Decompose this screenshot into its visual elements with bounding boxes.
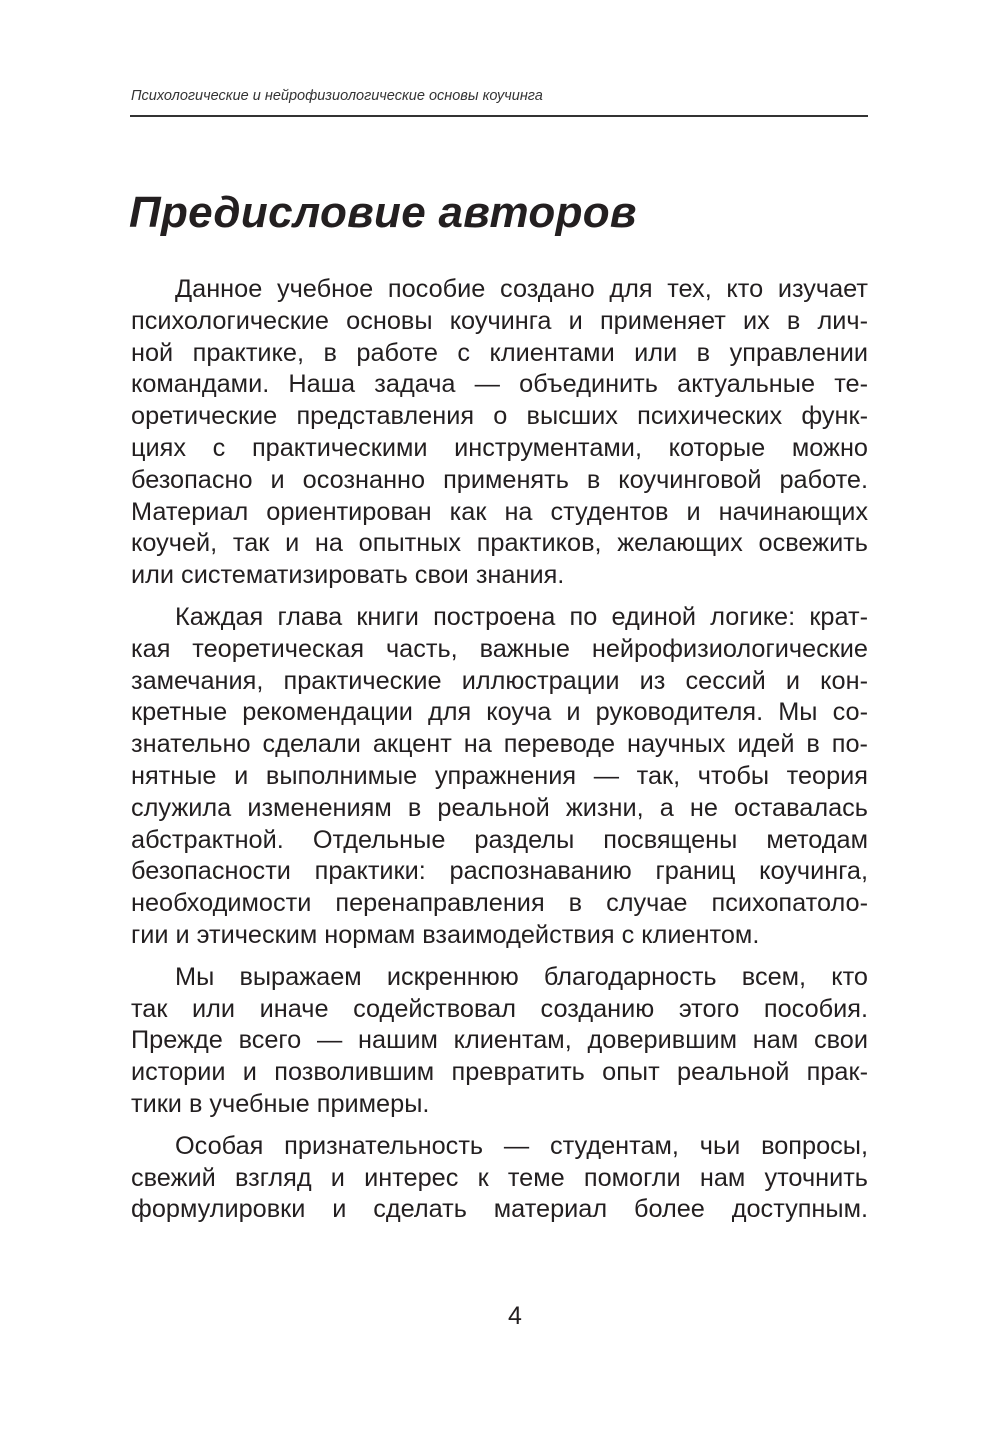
running-head: Психологические и нейрофизиологические основы коучинга (131, 88, 543, 104)
text-line: ной практике, в работе с клиентами или в управлении (131, 338, 868, 367)
text-line: Прежде всего — нашим клиентам, доверившим нам свои (131, 1026, 868, 1055)
paragraph (131, 274, 868, 592)
text-line: абстрактной. Отдельные разделы посвящены методам (131, 825, 868, 854)
text-line: необходимости перенаправления в случае психопатоло- (131, 889, 868, 918)
text-line: Каждая глава книги построена по единой логике: крат- (175, 602, 868, 631)
text-line: оретические представления о высших психических функ- (131, 402, 868, 431)
paragraph (131, 962, 868, 1121)
text-line: безопасно и осознанно применять в коучинговой работе. (131, 465, 868, 494)
text-line: кретные рекомендации для коуча и руководителя. Мы со- (131, 698, 868, 727)
text-line: Данное учебное пособие создано для тех, кто изучает (175, 275, 868, 303)
text-line: циях с практическими инструментами, которые можно (131, 433, 868, 462)
header-rule (130, 115, 868, 117)
text-line: формулировки и сделать материал более доступным. (131, 1195, 868, 1224)
paragraph (131, 602, 868, 952)
text-line: истории и позволившим превратить опыт реальной прак- (131, 1058, 868, 1087)
text-line: Материал ориентирован как на студентов и начинающих (131, 497, 868, 526)
text-line: гии и этическим нормам взаимодействия с клиентом. (131, 920, 760, 949)
text-line: безопасности практики: распознаванию границ коучинга, (131, 857, 868, 886)
text-line: командами. Наша задача — объединить актуальные те- (131, 370, 868, 399)
paragraph (131, 1131, 868, 1226)
text-line: Мы выражаем искреннюю благодарность всем, кто (175, 962, 868, 991)
text-line: тики в учебные примеры. (131, 1089, 430, 1118)
page-title: Предисловие авторов (129, 188, 637, 237)
text-line: психологические основы коучинга и применяет их в лич- (131, 306, 868, 335)
text-line: знательно сделали акцент на переводе научных идей в по- (131, 730, 868, 759)
page-number: 4 (508, 1302, 522, 1330)
body-text (131, 274, 868, 1236)
text-line: так или иначе содействовал созданию этого пособия. (131, 994, 868, 1023)
text-line: или систематизировать свои знания. (131, 561, 565, 590)
text-line: Особая признательность — студентам, чьи вопросы, (175, 1131, 868, 1160)
text-line: коучей, так и на опытных практиков, желающих освежить (131, 529, 868, 558)
text-line: нятные и выполнимые упражнения — так, чтобы теория (131, 761, 868, 790)
text-line: кая теоретическая часть, важные нейрофизиологические (131, 634, 868, 663)
text-line: служила изменениям в реальной жизни, а не оставалась (131, 793, 868, 822)
text-line: замечания, практические иллюстрации из сессий и кон- (131, 666, 868, 695)
text-line: свежий взгляд и интерес к теме помогли нам уточнить (131, 1163, 868, 1192)
